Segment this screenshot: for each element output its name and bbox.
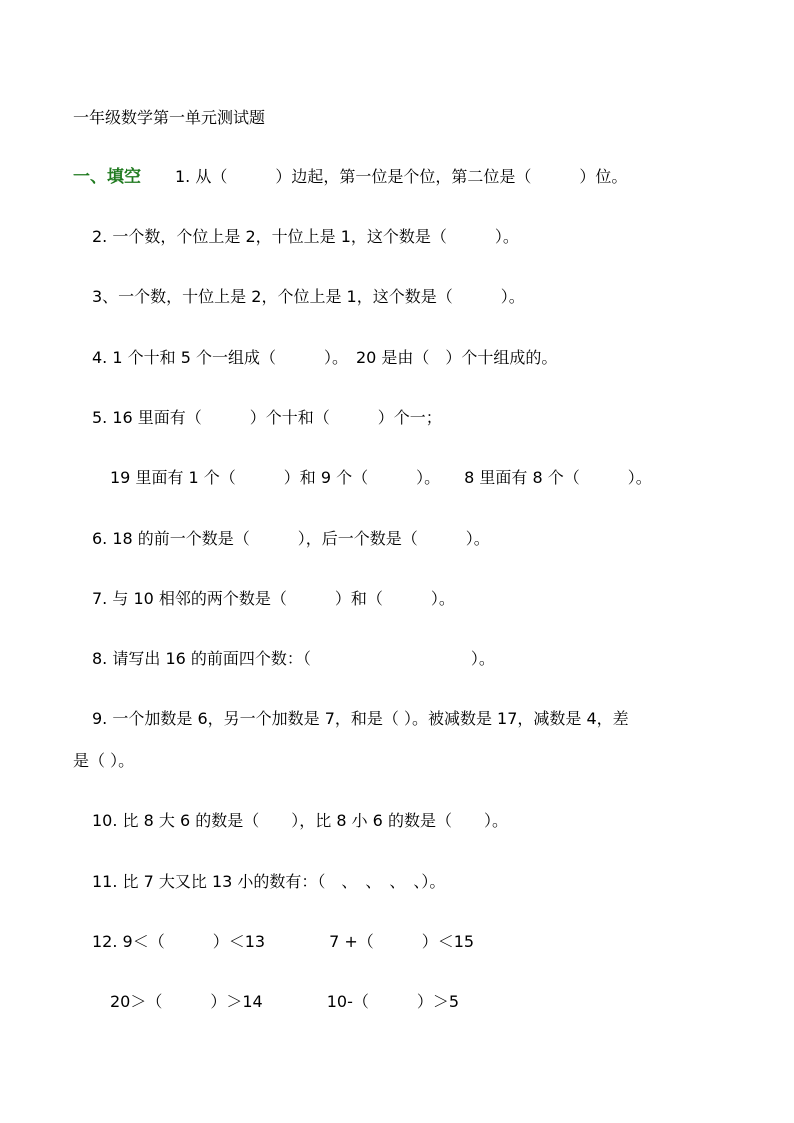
question-8: 8. 请写出 16 的前面四个数：（ ）。 (92, 649, 495, 668)
question-2: 2. 一个数，个位上是 2，十位上是 1，这个数是（ ）。 (92, 227, 519, 246)
question-3: 3、一个数，十位上是 2，个位上是 1，这个数是（ ）。 (92, 287, 525, 306)
question-10: 10. 比 8 大 6 的数是（ ），比 8 小 6 的数是（ ）。 (92, 811, 508, 830)
question-4: 4. 1 个十和 5 个一组成（ ）。 20 是由（ ）个十组成的。 (92, 348, 558, 367)
question-9-continued: 是（ ）。 (73, 751, 135, 770)
question-1: 1. 从（ ）边起，第一位是个位，第二位是（ ）位。 (175, 167, 628, 186)
question-11: 11. 比 7 大又比 13 小的数有：（ 、 、 、 、）。 (92, 872, 446, 891)
document-title: 一年级数学第一单元测试题 (73, 108, 266, 127)
question-5-continued: 19 里面有 1 个（ ）和 9 个（ ）。 8 里面有 8 个（ ）。 (110, 468, 652, 487)
question-5: 5. 16 里面有（ ）个十和（ ）个一； (92, 408, 442, 427)
question-12: 12. 9＜（ ）＜13 7 +（ ）＜15 (92, 932, 475, 951)
question-6: 6. 18 的前一个数是（ ），后一个数是（ ）。 (92, 529, 490, 548)
question-12-continued: 20＞（ ）＞14 10-（ ）＞5 (110, 992, 460, 1011)
question-7: 7. 与 10 相邻的两个数是（ ）和（ ）。 (92, 589, 455, 608)
section-heading-fill-blank: 一、填空 (73, 167, 141, 187)
question-9: 9. 一个加数是 6，另一个加数是 7，和是（ ）。被减数是 17，减数是 4，差 (92, 709, 629, 728)
